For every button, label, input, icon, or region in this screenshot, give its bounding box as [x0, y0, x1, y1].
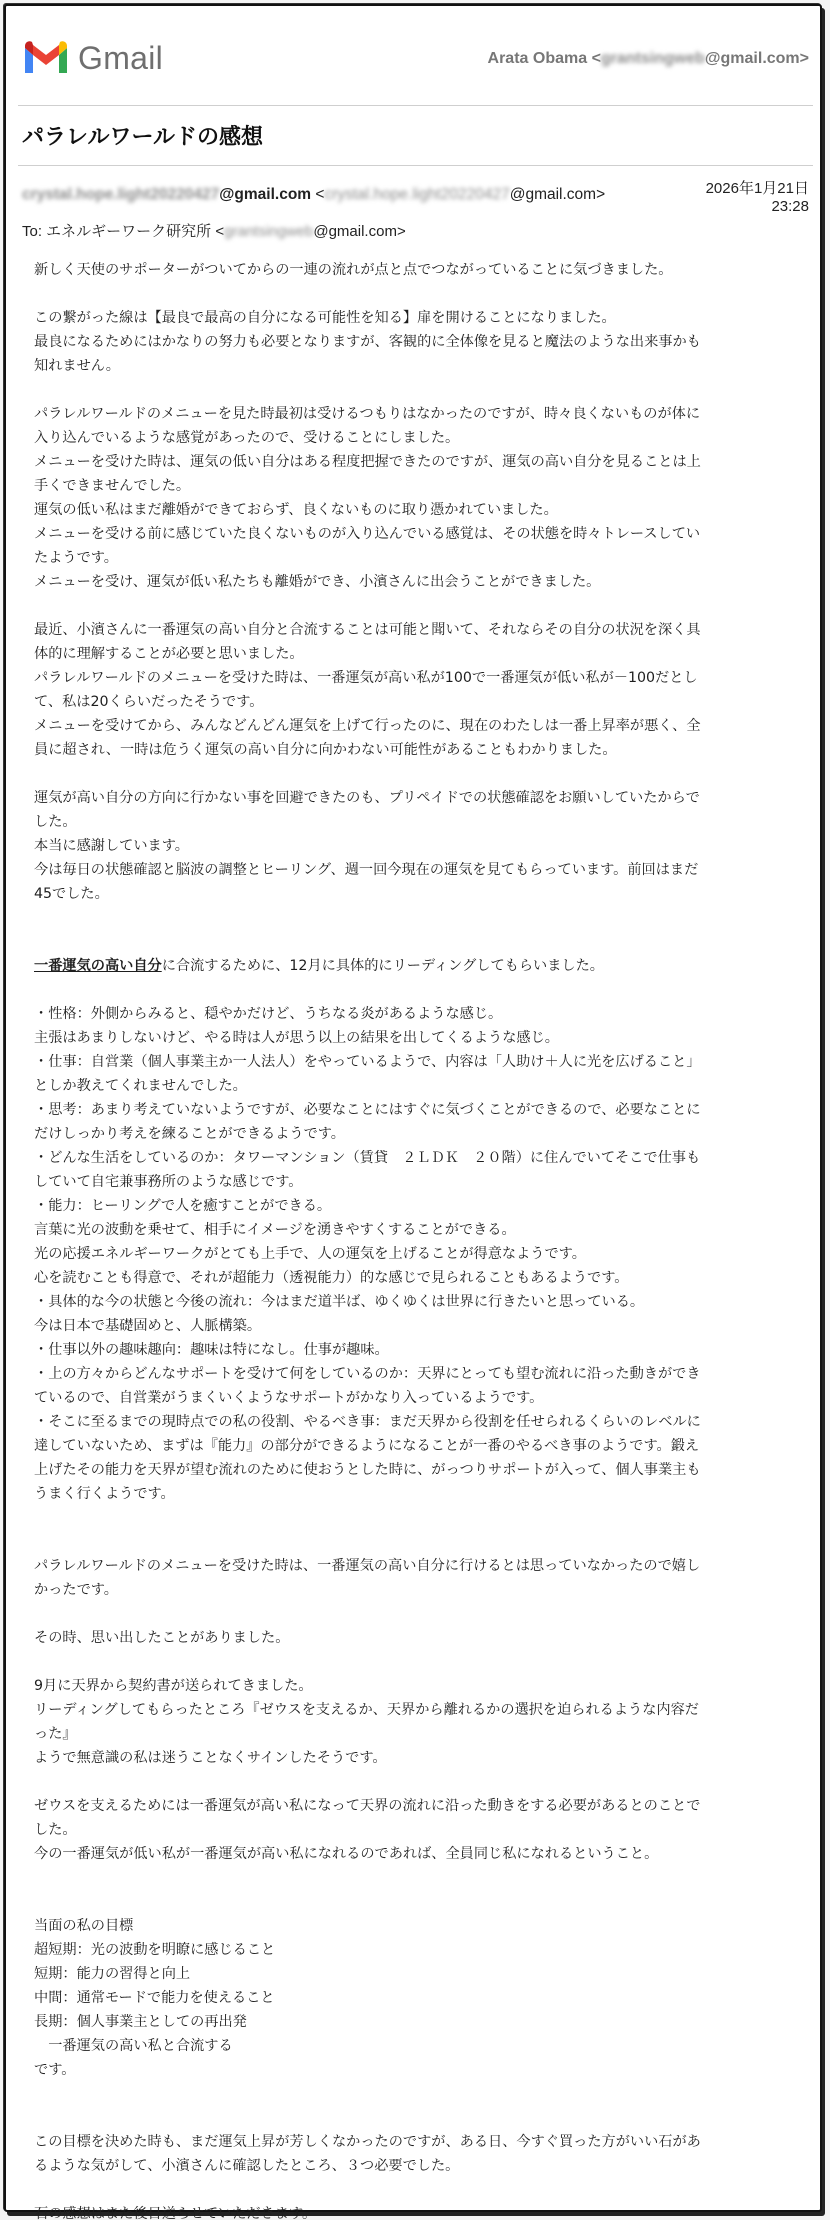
recipient-email-redacted: grantsingweb — [224, 223, 314, 240]
screenshot-frame — [4, 4, 822, 2220]
body-paragraph: その時、思い出したことがありました。 — [34, 1630, 290, 1646]
gmail-header — [18, 16, 813, 106]
email-date-day: 2026年1月21日 — [705, 180, 809, 197]
account-name: Arata Obama — [487, 50, 588, 67]
gmail-logo[interactable] — [22, 40, 163, 76]
body-paragraph: パラレルワールドのメニューを見た時最初は受けるつもりはなかったのですが、時々良くないものが体に 入り込んでいるような感覚があったので、受けることにしました。 メニューを受けた時は、運気の低い自分はある程度把握できたのですが、運気の高い自分を見ることは上 手くできませんでした。 運気の低い私はまだ離婚ができておらず、良くないものに取り憑かれていました。 メニューを受ける前に感じていた良くないものが入り込んでいる感覚は、その状態を時々トレースしてい たようです。 メニューを受け、運気が低い私たちも離婚ができ、小濱さんに出会うことができました。 — [34, 406, 701, 590]
account-email-redacted: grantsingweb — [600, 50, 705, 67]
gmail-m-icon — [22, 40, 70, 76]
print-page — [18, 16, 813, 2220]
body-paragraph: 運気が高い自分の方向に行かない事を回避できたのも、プリペイドでの状態確認をお願いしていたからで した。 本当に感謝しています。 今は毎日の状態確認と脳波の調整とヒーリング、週一回今現在の運気を見てもらっています。前回はまだ 45でした。 — [34, 790, 700, 902]
account-info — [488, 50, 809, 68]
email-meta — [18, 166, 813, 242]
email-date — [706, 180, 809, 216]
body-paragraph: この繋がった線は【最良で最高の自分になる可能性を知る】扉を開けることになりました。 最良になるためにはかなりの努力も必要となりますが、客観的に全体像を見ると魔法のような出来事かも 知れません。 — [34, 310, 701, 374]
sender[interactable]: crystal.hope.light20220427@gmail.com <crystal.hope.light20220427@gmail.com> — [22, 186, 606, 203]
email-subject: パラレルワールドの感想 — [22, 124, 264, 149]
email-date-time: 23:28 — [771, 198, 809, 215]
closing-line: 石の感想はまた後日送らせていただきます。 — [34, 2206, 317, 2220]
gmail-wordmark: Gmail — [78, 40, 164, 76]
highlight-heading: 一番運気の高い自分 — [34, 958, 162, 974]
sender-email-redacted: crystal.hope.light20220427 — [324, 186, 510, 203]
recipient: To: エネルギーワーク研究所 <grantsingweb@gmail.com> — [22, 223, 406, 240]
email-body — [18, 258, 813, 2220]
body-paragraph: 新しく天使のサポーターがついてからの一連の流れが点と点でつながっていることに気づきました。 — [34, 262, 673, 278]
body-paragraph: パラレルワールドのメニューを受けた時は、一番運気の高い自分に行けるとは思っていなかったので嬉し かったです。 — [34, 1558, 701, 1598]
body-paragraph: 最近、小濱さんに一番運気の高い自分と合流することは可能と聞いて、それならその自分の状況を深く具 体的に理解することが必要と思いました。 パラレルワールドのメニューを受けた時は、一番運気が高い私が100で一番運気が低い私が－100だとし て、私は20くらいだったそうです。 メニューを受けてから、みんなどんどん運気を上げて行ったのに、現在のわたしは一番上昇率が悪く、全 員に超され、一時は危うく運気の高い自分に向かわない可能性があることもわかりました。 — [34, 622, 701, 758]
body-paragraph: ゼウスを支えるためには一番運気が高い私になって天界の流れに沿った動きをする必要があるとのことで した。 今の一番運気が低い私が一番運気が高い私になれるのであれば、全員同じ私になれるということ。 — [34, 1798, 701, 1862]
recipient-name: To: エネルギーワーク研究所 — [22, 223, 212, 240]
reading-list: ・性格：外側からみると、穏やかだけど、うちなる炎があるような感じ。 主張はあまりしないけど、やる時は人が思う以上の結果を出してくるような感じ。 ・仕事：自営業（個人事業主か一人法人）をやっているようで、内容は「人助け＋人に光を広げること」 としか教えてくれませんでした。 ・思考：あまり考えていないようですが、必要なことにはすぐに気づくことができるので、必要なことに だけしっかり考えを練ることができるようです。 ・どんな生活をしているのか：タワーマンション（賃貸 ２ＬＤＫ ２０階）に住んでいてそこで仕事も していて自宅兼事務所のような感じです。 ・能力：ヒーリングで人を癒すことができる。 言葉に光の波動を乗せて、相手にイメージを湧きやすくすることができる。 光の応援エネルギーワークがとても上手で、人の運気を上げることが得意なようです。 心を読むことも得意で、それが超能力（透視能力）的な感じで見られることもあるようです。 ・具体的な今の状態と今後の流れ：今はまだ道半ば、ゆくゆくは世界に行きたいと思っている。 今は日本で基礎固めと、人脈構築。 ・仕事以外の趣味趣向：趣味は特になし。仕事が趣味。 ・上の方々からどんなサポートを受けて何をしているのか：天界にとっても望む流れに沿った動きができ ているので、自営業がうまくいくようなサポートがかなり入っているようです。 ・そこに至るまでの現時点での私の役割、やるべき事：まだ天界から役割を任せられるくらいのレベルに 達していないため、まずは『能力』の部分ができるようになることが一番のやるべき事のようです。鍛え 上げたその能力を天界が望む流れのために使おうとした時に、がっつりサポートが入って、個人事業主も うまく行くようです。 — [34, 1006, 701, 1502]
body-paragraph-heading: 一番運気の高い自分に合流するために、12月に具体的にリーディングしてもらいました。 — [34, 958, 604, 974]
subject-row — [18, 106, 813, 166]
body-paragraph: この目標を決めた時も、まだ運気上昇が芳しくなかったのですが、ある日、今すぐ買った方がいい石があ るような気がして、小濱さんに確認したところ、３つ必要でした。 — [34, 2134, 701, 2174]
sender-name-redacted: crystal.hope.light20220427 — [22, 186, 220, 203]
body-paragraph: 9月に天界から契約書が送られてきました。 リーディングしてもらったところ『ゼウスを支えるか、天界から離れるかの選択を迫られるような内容だ った』 ようで無意識の私は迷うことなくサインしたそうです。 — [34, 1678, 699, 1766]
account-email: <grantsingweb@gmail.com> — [591, 50, 809, 67]
goals-list: 当面の私の目標 超短期：光の波動を明瞭に感じること 短期：能力の習得と向上 中間：通常モードで能力を使えること 長期：個人事業主としての再出発 一番運気の高い私と合流する です。 — [34, 1918, 276, 2078]
